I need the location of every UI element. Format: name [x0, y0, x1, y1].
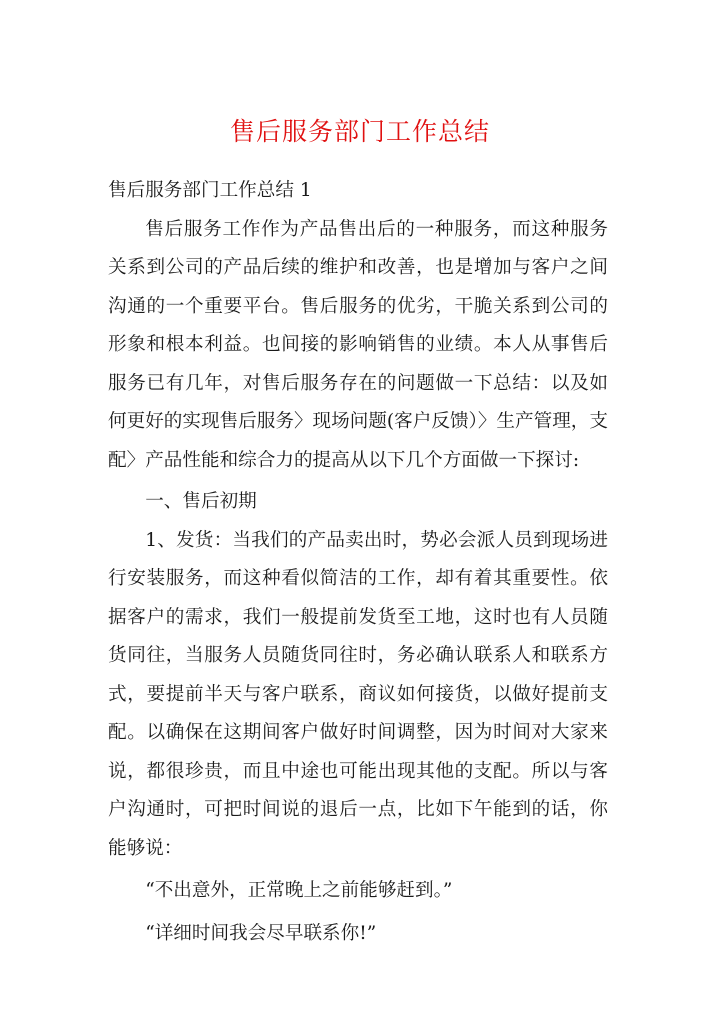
document-subtitle: 售后服务部门工作总结 1 — [108, 180, 312, 201]
document-title: 售后服务部门工作总结 — [229, 117, 490, 146]
quote-line: “不出意外，正常晚上之前能够赶到。” — [145, 880, 453, 901]
quote-line: “详细时间我会尽早联系你!” — [145, 922, 377, 944]
shipping-paragraph: 1、发货：当我们的产品卖出时，势必会派人员到现场进行安装服务，而这种看似简洁的工作，却有着其重要性。依据客户的需求，我们一般提前发货至工地，这时也有人员随货同往，当服务人员随货同往时，务必确认联系人和联系方式，要提前半天与客户联系，商议如何接货，以做好提前支配。以确保在这期间客户做好时间调整，因为时间对大家来说，都很珍贵，而且中途也可能出现其他的支配。所以与客户沟通时，可把时间说的退后一点，比如下午能到的话，你能够说： — [108, 529, 608, 859]
document-body — [108, 172, 608, 953]
section-heading: 一、售后初期 — [145, 491, 257, 512]
intro-paragraph: 售后服务工作作为产品售出后的一种服务，而这种服务关系到公司的产品后续的维护和改善，也是增加与客户之间沟通的一个重要平台。售后服务的优劣，干脆关系到公司的形象和根本利益。也间接的影响销售的业绩。本人从事售后服务已有几年，对售后服务存在的问题做一下总结：以及如何更好的实现售后服务〉现场问题(客户反馈）〉生产管理，支配〉产品性能和综合力的提高从以下几个方面做一下探讨: — [108, 218, 608, 471]
